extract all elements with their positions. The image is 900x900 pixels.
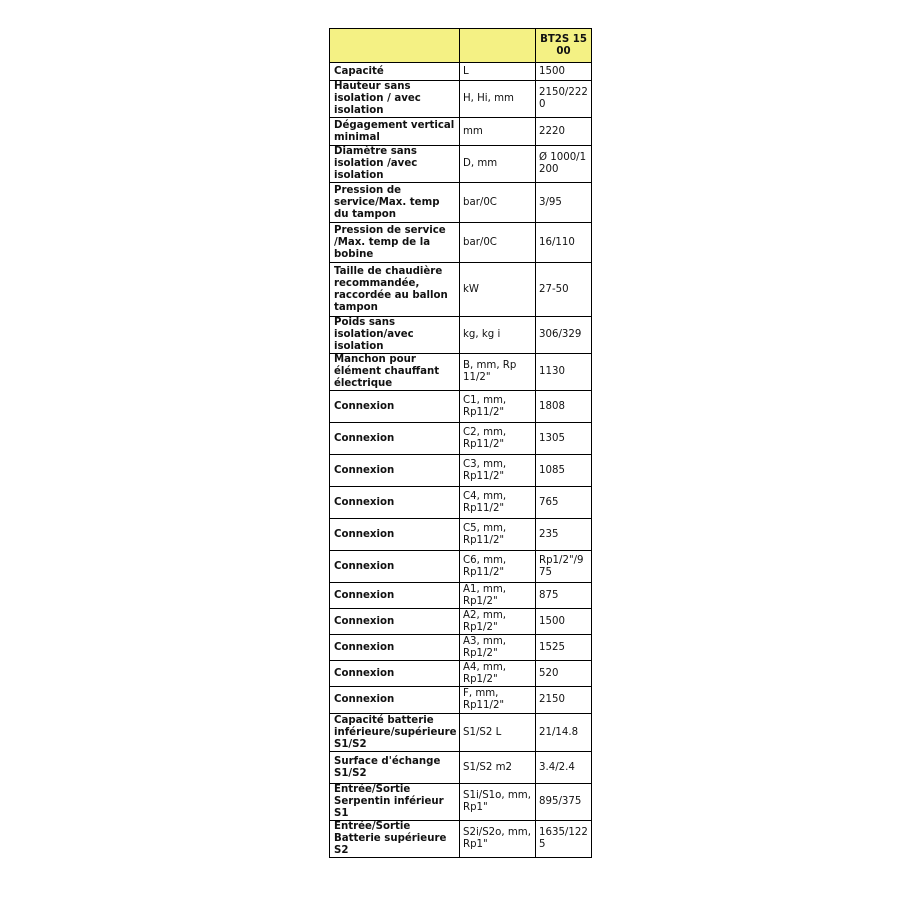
spec-sheet — [329, 28, 592, 858]
row-unit: D, mm — [460, 146, 536, 183]
row-unit: C1, mm, Rp11/2" — [460, 391, 536, 423]
table-row — [330, 455, 592, 487]
table-row — [330, 583, 592, 609]
row-unit: C4, mm, Rp11/2" — [460, 487, 536, 519]
row-unit: H, Hi, mm — [460, 81, 536, 118]
row-unit: S1i/S1o, mm, Rp1" — [460, 784, 536, 821]
row-value: 1305 — [536, 423, 592, 455]
table-row — [330, 821, 592, 858]
header-row — [330, 29, 592, 63]
row-label: Connexion — [330, 487, 460, 519]
row-label: Connexion — [330, 391, 460, 423]
row-value: 895/375 — [536, 784, 592, 821]
row-unit: A4, mm, Rp1/2" — [460, 661, 536, 687]
row-label: Surface d'échange S1/S2 — [330, 752, 460, 784]
row-value: 1130 — [536, 354, 592, 391]
model-header: BT2S 1500 — [536, 29, 592, 63]
row-value: Ø 1000/1200 — [536, 146, 592, 183]
row-label: Diamètre sans isolation /avec isolation — [330, 146, 460, 183]
row-value: 520 — [536, 661, 592, 687]
spec-table — [329, 28, 592, 858]
row-label: Connexion — [330, 519, 460, 551]
row-label: Connexion — [330, 609, 460, 635]
table-row — [330, 551, 592, 583]
row-value: 27-50 — [536, 263, 592, 317]
row-value: 2220 — [536, 118, 592, 146]
table-row — [330, 391, 592, 423]
row-unit: A3, mm, Rp1/2" — [460, 635, 536, 661]
row-unit: C2, mm, Rp11/2" — [460, 423, 536, 455]
row-label: Poids sans isolation/avec isolation — [330, 317, 460, 354]
row-value: 1525 — [536, 635, 592, 661]
row-unit: B, mm, Rp 11/2" — [460, 354, 536, 391]
row-value: 235 — [536, 519, 592, 551]
row-value: 1500 — [536, 63, 592, 81]
table-row — [330, 81, 592, 118]
row-unit: F, mm, Rp11/2" — [460, 687, 536, 714]
row-unit: bar/0C — [460, 183, 536, 223]
table-row — [330, 635, 592, 661]
row-unit: S2i/S2o, mm, Rp1" — [460, 821, 536, 858]
row-value: 3.4/2.4 — [536, 752, 592, 784]
row-unit: A2, mm, Rp1/2" — [460, 609, 536, 635]
row-label: Pression de service/Max. temp du tampon — [330, 183, 460, 223]
row-label: Hauteur sans isolation / avec isolation — [330, 81, 460, 118]
row-value: 765 — [536, 487, 592, 519]
row-label: Taille de chaudière recommandée, raccordée au ballon tampon — [330, 263, 460, 317]
row-unit: bar/0C — [460, 223, 536, 263]
row-label: Dégagement vertical minimal — [330, 118, 460, 146]
row-unit: C3, mm, Rp11/2" — [460, 455, 536, 487]
table-row — [330, 317, 592, 354]
row-value: 21/14.8 — [536, 714, 592, 752]
row-unit: kW — [460, 263, 536, 317]
row-value: 306/329 — [536, 317, 592, 354]
row-label: Entrée/Sortie Serpentin inférieur S1 — [330, 784, 460, 821]
row-value: 3/95 — [536, 183, 592, 223]
row-label: Connexion — [330, 583, 460, 609]
row-value: 1500 — [536, 609, 592, 635]
row-value: 1085 — [536, 455, 592, 487]
table-row — [330, 487, 592, 519]
row-label: Connexion — [330, 423, 460, 455]
row-value: Rp1/2"/975 — [536, 551, 592, 583]
row-unit: C6, mm, Rp11/2" — [460, 551, 536, 583]
row-unit: A1, mm, Rp1/2" — [460, 583, 536, 609]
row-unit: C5, mm, Rp11/2" — [460, 519, 536, 551]
table-row — [330, 784, 592, 821]
row-unit: kg, kg i — [460, 317, 536, 354]
table-row — [330, 146, 592, 183]
row-value: 1808 — [536, 391, 592, 423]
table-row — [330, 661, 592, 687]
row-label: Connexion — [330, 635, 460, 661]
table-row — [330, 714, 592, 752]
row-label: Connexion — [330, 661, 460, 687]
row-label: Connexion — [330, 687, 460, 714]
row-label: Manchon pour élément chauffant électrique — [330, 354, 460, 391]
row-unit: S1/S2 m2 — [460, 752, 536, 784]
table-row — [330, 183, 592, 223]
row-label: Entrée/Sortie Batterie supérieure S2 — [330, 821, 460, 858]
table-row — [330, 752, 592, 784]
row-unit: mm — [460, 118, 536, 146]
table-row — [330, 263, 592, 317]
row-label: Capacité batterie inférieure/supérieure S1/S2 — [330, 714, 460, 752]
table-row — [330, 223, 592, 263]
table-row — [330, 118, 592, 146]
table-row — [330, 687, 592, 714]
row-unit: S1/S2 L — [460, 714, 536, 752]
header-blank-cell — [330, 29, 460, 63]
row-value: 16/110 — [536, 223, 592, 263]
row-label: Connexion — [330, 551, 460, 583]
row-unit: L — [460, 63, 536, 81]
row-value: 2150/2220 — [536, 81, 592, 118]
table-row — [330, 354, 592, 391]
table-row — [330, 609, 592, 635]
table-row — [330, 423, 592, 455]
table-row — [330, 519, 592, 551]
header-blank-cell — [460, 29, 536, 63]
row-value: 875 — [536, 583, 592, 609]
table-row — [330, 63, 592, 81]
row-value: 1635/1225 — [536, 821, 592, 858]
row-label: Capacité — [330, 63, 460, 81]
row-value: 2150 — [536, 687, 592, 714]
row-label: Connexion — [330, 455, 460, 487]
row-label: Pression de service /Max. temp de la bobine — [330, 223, 460, 263]
